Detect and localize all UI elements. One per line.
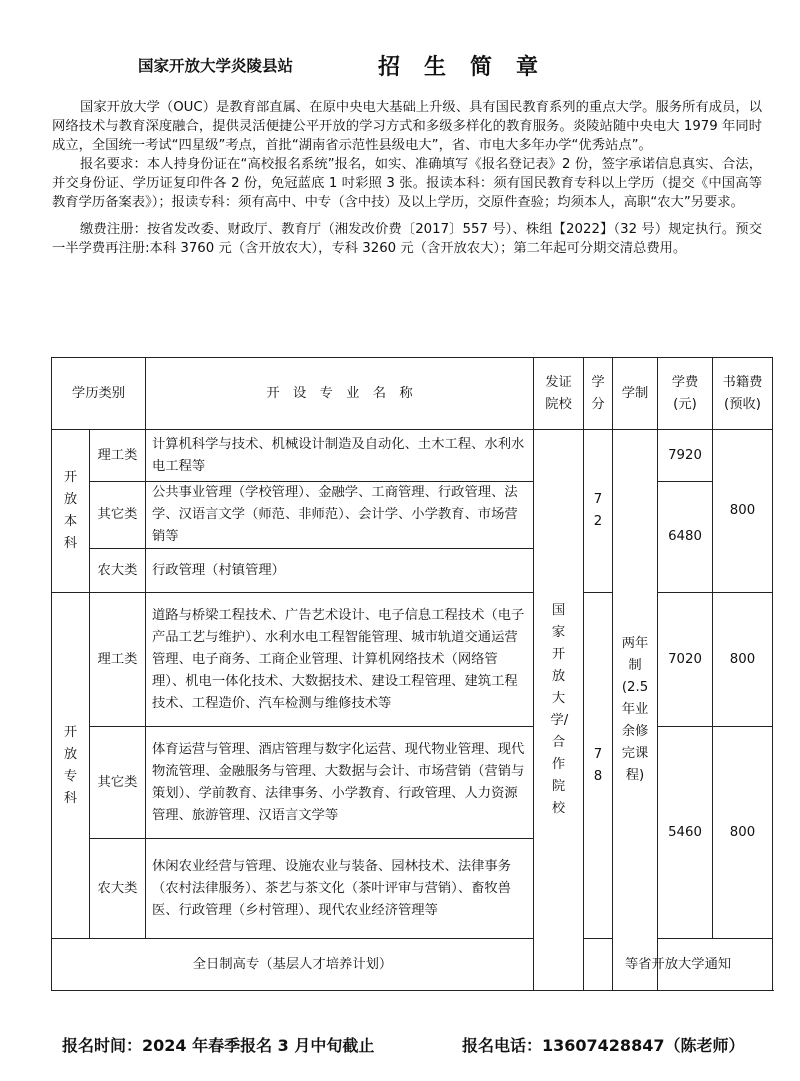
header-school: 发证院校	[534, 358, 584, 430]
category-cell: 其它类	[90, 727, 146, 839]
books-cell: 800	[713, 593, 773, 727]
table-row	[52, 430, 773, 482]
category-cell: 农大类	[90, 839, 146, 939]
category-cell: 理工类	[90, 593, 146, 727]
header	[0, 50, 800, 80]
header-majors: 开 设 专 业 名 称	[146, 358, 534, 430]
duration-cell: 两年制(2.5年业余修完课程)	[613, 430, 658, 991]
fulltime-note: 等省开放大学通知	[584, 939, 773, 991]
header-level: 学历类别	[52, 358, 146, 430]
registration-time: 报名时间：2024 年春季报名 3 月中旬截止	[62, 1036, 375, 1055]
tuition-cell: 7020	[658, 593, 713, 727]
intro-paragraph-requirements: 报名要求：本人持身份证在“高校报名系统”报名，如实、准确填写《报名登记表》2 份，签字承诺信息真实、合法，并交身份证、学历证复印件各 2 份，免冠蓝底 1 吋彩照 3 张。报读本科：须有国民教育专科以上学历（提交《中国高等教育学历备案表》）；报读专科：须有高中、中专（含中技）及以上学历，交原件查验；均须本人，高职“农大”另要求。	[52, 157, 762, 210]
tuition-cell: 6480	[658, 482, 713, 593]
header-credits: 学分	[584, 358, 613, 430]
enrollment-table	[51, 357, 773, 991]
bachelor-books: 800	[713, 430, 773, 593]
table-row	[52, 593, 773, 727]
header-tuition: 学费(元)	[658, 358, 713, 430]
intro-text	[52, 98, 762, 258]
majors-cell: 道路与桥梁工程技术、广告艺术设计、电子信息工程技术（电子产品工艺与维护）、水利水电工程智能管理、城市轨道交通运营管理、电子商务、工商企业管理、计算机网络技术（网络管理）、机电一体化技术、大数据技术、建设工程管理、建筑工程技术、工程造价、汽车检测与维修技术等	[146, 593, 534, 727]
bachelor-label: 开放本科	[52, 430, 90, 593]
associate-label: 开放专科	[52, 593, 90, 939]
registration-phone: 报名电话：13607428847（陈老师）	[462, 1036, 745, 1055]
majors-cell: 休闲农业经营与管理、设施农业与装备、园林技术、法律事务（农村法律服务）、茶艺与茶文化（茶叶评审与营销）、畜牧兽医、行政管理（乡村管理）、现代农业经济管理等	[146, 839, 534, 939]
table-row	[52, 482, 773, 549]
fulltime-label: 全日制高专（基层人才培养计划）	[52, 939, 534, 991]
document-title: 招生简章	[378, 55, 563, 80]
majors-cell: 体育运营与管理、酒店管理与数字化运营、现代物业管理、现代物流管理、金融服务与管理、大数据与会计、市场营销（营销与策划）、学前教育、法律事务、小学教育、行政管理、人力资源管理、旅游管理、汉语言文学等	[146, 727, 534, 839]
table-row	[52, 727, 773, 839]
majors-cell: 公共事业管理（学校管理）、金融学、工商管理、行政管理、法学、汉语言文学（师范、非师范）、会计学、小学教育、市场营销等	[146, 482, 534, 549]
intro-paragraph-fees: 缴费注册：按省发改委、财政厅、教育厅（湘发改价费〔2017〕557 号）、株组【2022】（32 号）规定执行。预交一半学费再注册:本科 3760 元（含开放农大），专科 3260 元（含开放农大）；第二年起可分期交清总费用。	[52, 222, 762, 256]
header-duration: 学制	[613, 358, 658, 430]
associate-credits: 78	[584, 593, 613, 939]
school-cell: 国家开放大学/合作院校	[534, 430, 584, 991]
books-cell: 800	[713, 727, 773, 939]
intro-paragraph-about: 国家开放大学（OUC）是教育部直属、在原中央电大基础上升级、具有国民教育系列的重点大学。服务所有成员，以网络技术与教育深度融合，提供灵活便捷公平开放的学习方式和多级多样化的教育服务。炎陵站随中央电大 1979 年同时成立，全国统一考试“四星级”考点，首批“湖南省示范性县级电大”，省、市电大多年办学“优秀站点”。	[52, 100, 762, 153]
footer	[0, 1033, 800, 1063]
header-books: 书籍费(预收)	[713, 358, 773, 430]
category-cell: 其它类	[90, 482, 146, 549]
majors-cell: 行政管理（村镇管理）	[146, 549, 534, 593]
table-row	[52, 939, 773, 991]
tuition-cell: 5460	[658, 727, 713, 939]
majors-cell: 计算机科学与技术、机械设计制造及自动化、土木工程、水利水电工程等	[146, 430, 534, 482]
category-cell: 农大类	[90, 549, 146, 593]
table-header-row	[52, 358, 773, 430]
station-name: 国家开放大学炎陵县站	[138, 57, 294, 75]
tuition-cell: 7920	[658, 430, 713, 482]
category-cell: 理工类	[90, 430, 146, 482]
bachelor-credits: 72	[584, 430, 613, 593]
